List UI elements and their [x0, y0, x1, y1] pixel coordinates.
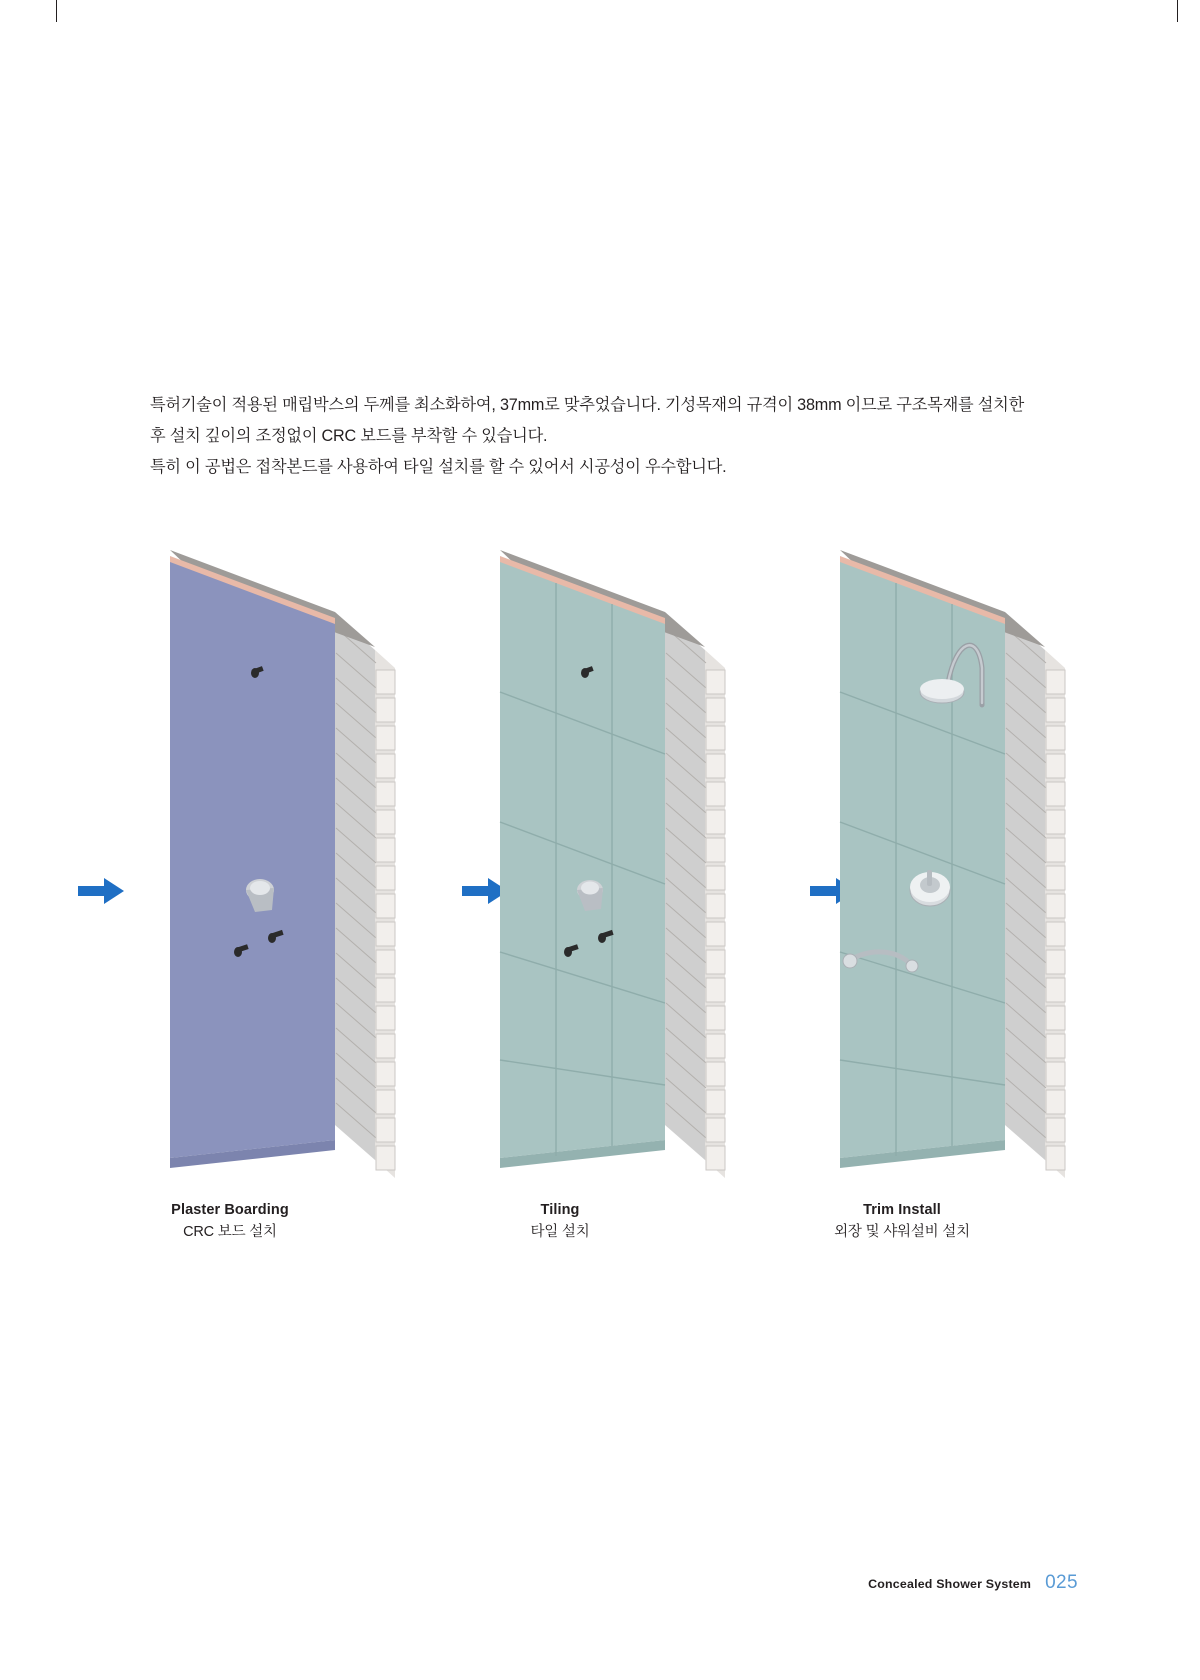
step-caption-2-ko: 타일 설치: [530, 1224, 590, 1241]
crop-mark-top-left: [56, 0, 71, 22]
step-image-trim-install: [830, 540, 1090, 1220]
paragraph-1: 특허기술이 적용된 매립박스의 두께를 최소화하여, 37mm로 맞추었습니다. 기성목재의 규격이 38mm 이므로 구조목재를 설치한 후 설치 깊이의 조정없이 CRC 보드를 부착할 수 있습니다.: [150, 396, 1025, 446]
step-caption-1-ko: CRC 보드 설치: [183, 1224, 277, 1241]
crop-mark-top-right: [1163, 0, 1178, 22]
page-number: 025: [1045, 1572, 1078, 1593]
installation-step-diagram: [70, 540, 1130, 1240]
footer-section-title: Concealed Shower System: [868, 1577, 1032, 1591]
step-caption-1-en: Plaster Boarding: [171, 1202, 289, 1218]
body-copy: [150, 390, 1030, 483]
step-caption-1: [70, 1199, 390, 1244]
arrow-right-icon: [78, 878, 124, 904]
step-image-tiling: [490, 540, 750, 1220]
paragraph-2: 특히 이 공법은 접착본드를 사용하여 타일 설치를 할 수 있어서 시공성이 우수합니다.: [150, 458, 727, 477]
step-caption-2-en: Tiling: [540, 1202, 580, 1218]
step-caption-3-ko: 외장 및 샤워설비 설치: [834, 1224, 970, 1241]
page-footer: [868, 1572, 1078, 1594]
step-caption-3: [742, 1199, 1062, 1244]
step-image-plaster-boarding: [160, 540, 420, 1220]
step-caption-3-en: Trim Install: [863, 1202, 941, 1218]
step-caption-2: [400, 1199, 720, 1244]
